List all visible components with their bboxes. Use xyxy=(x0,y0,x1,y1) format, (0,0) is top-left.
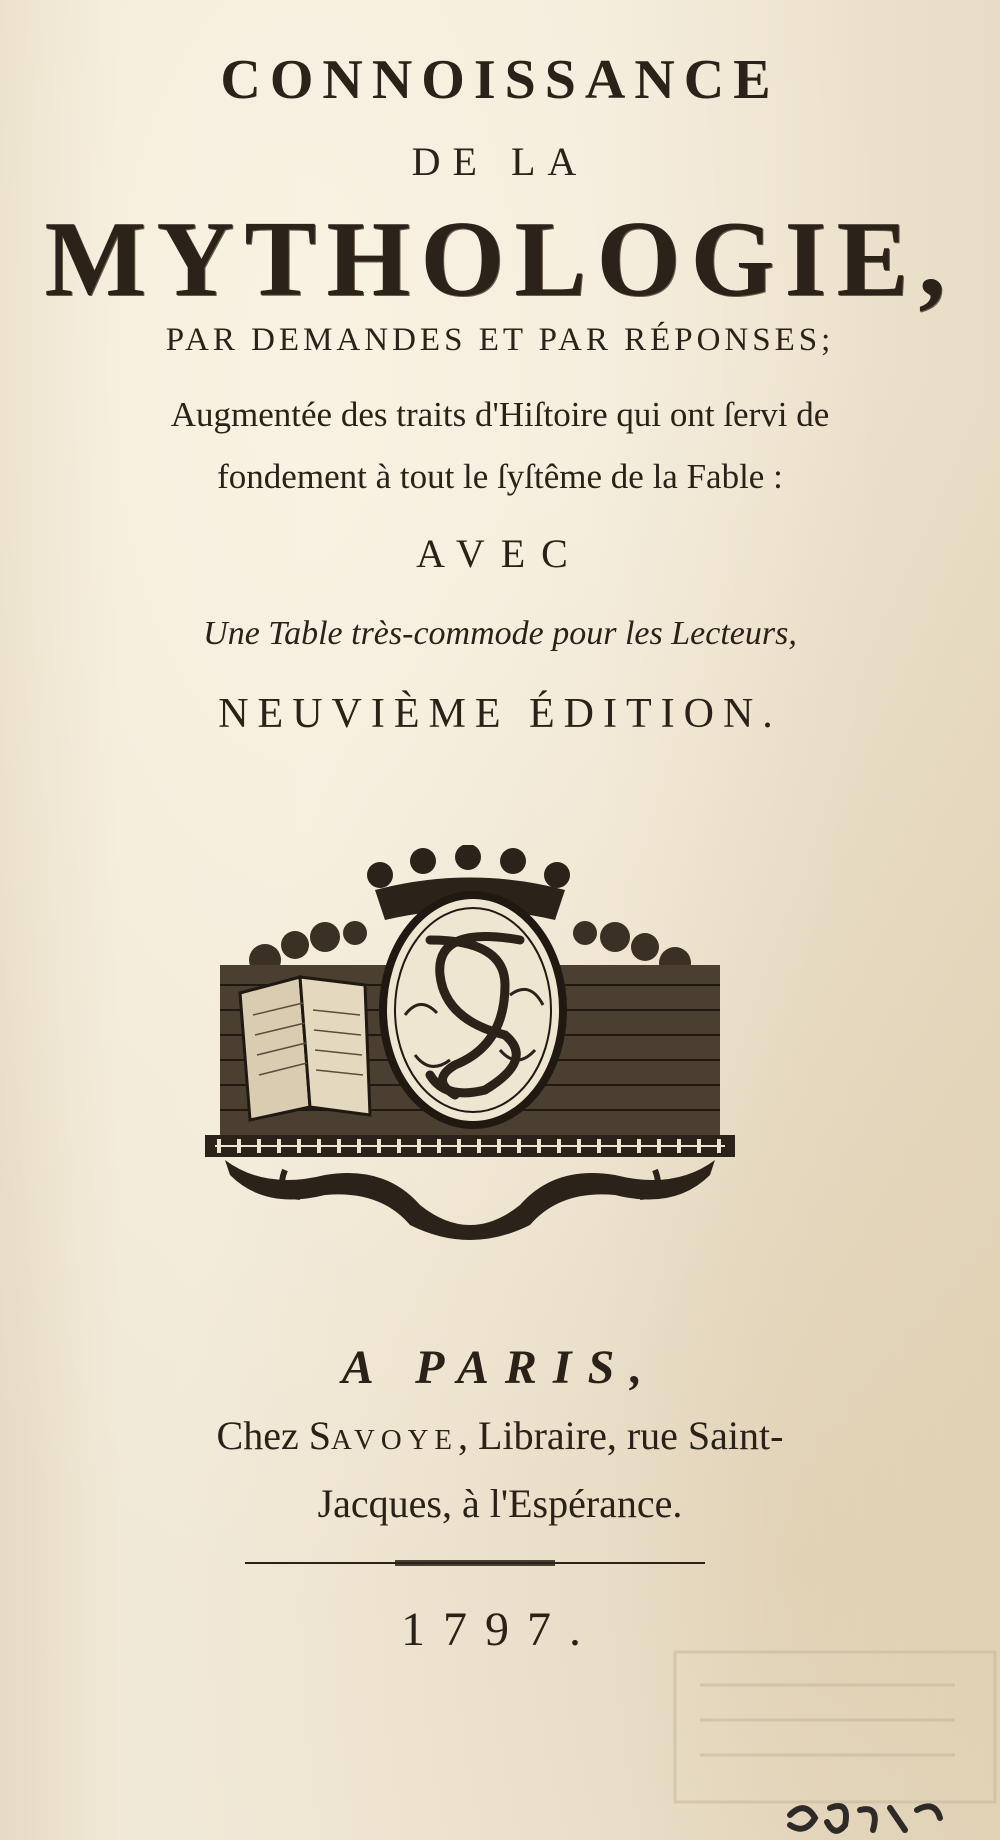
edition-statement: NEUVIÈME ÉDITION. xyxy=(218,691,782,737)
imprint-publisher-line-1 xyxy=(0,1412,1000,1459)
imprint-publisher-line-2: Jacques, à l'Espérance. xyxy=(317,1481,683,1526)
imprint-publisher-name: AVOYE xyxy=(330,1424,459,1456)
imprint-publisher-initial: S xyxy=(308,1413,331,1458)
subtitle: PAR DEMANDES ET PAR RÉPONSES; xyxy=(165,322,835,358)
imprint-publisher-address: , Libraire, rue Saint- xyxy=(458,1413,784,1458)
decorative-rule xyxy=(245,1560,705,1566)
description-line-1: Augmentée des traits d'Hiſtoire qui ont ſervi de xyxy=(170,395,830,434)
imprint-year: 1797. xyxy=(401,1603,599,1656)
table-note: Une Table très-commode pour les Lecteurs, xyxy=(203,615,797,652)
library-stamp-icon xyxy=(655,1640,1000,1840)
title-line-de-la: DE LA xyxy=(411,139,589,184)
title-line-mythologie: MYTHOLOGIE, xyxy=(44,200,956,319)
description-line-2: fondement à tout le ſyſtême de la Fable : xyxy=(217,457,783,496)
crowned-monogram-with-books-vignette-icon xyxy=(205,845,735,1250)
title-line-connoissance: CONNOISSANCE xyxy=(220,49,780,111)
imprint-place: A PARIS, xyxy=(341,1341,659,1394)
imprint-publisher-prefix: Chez xyxy=(216,1413,299,1458)
avec-label: AVEC xyxy=(416,531,584,576)
